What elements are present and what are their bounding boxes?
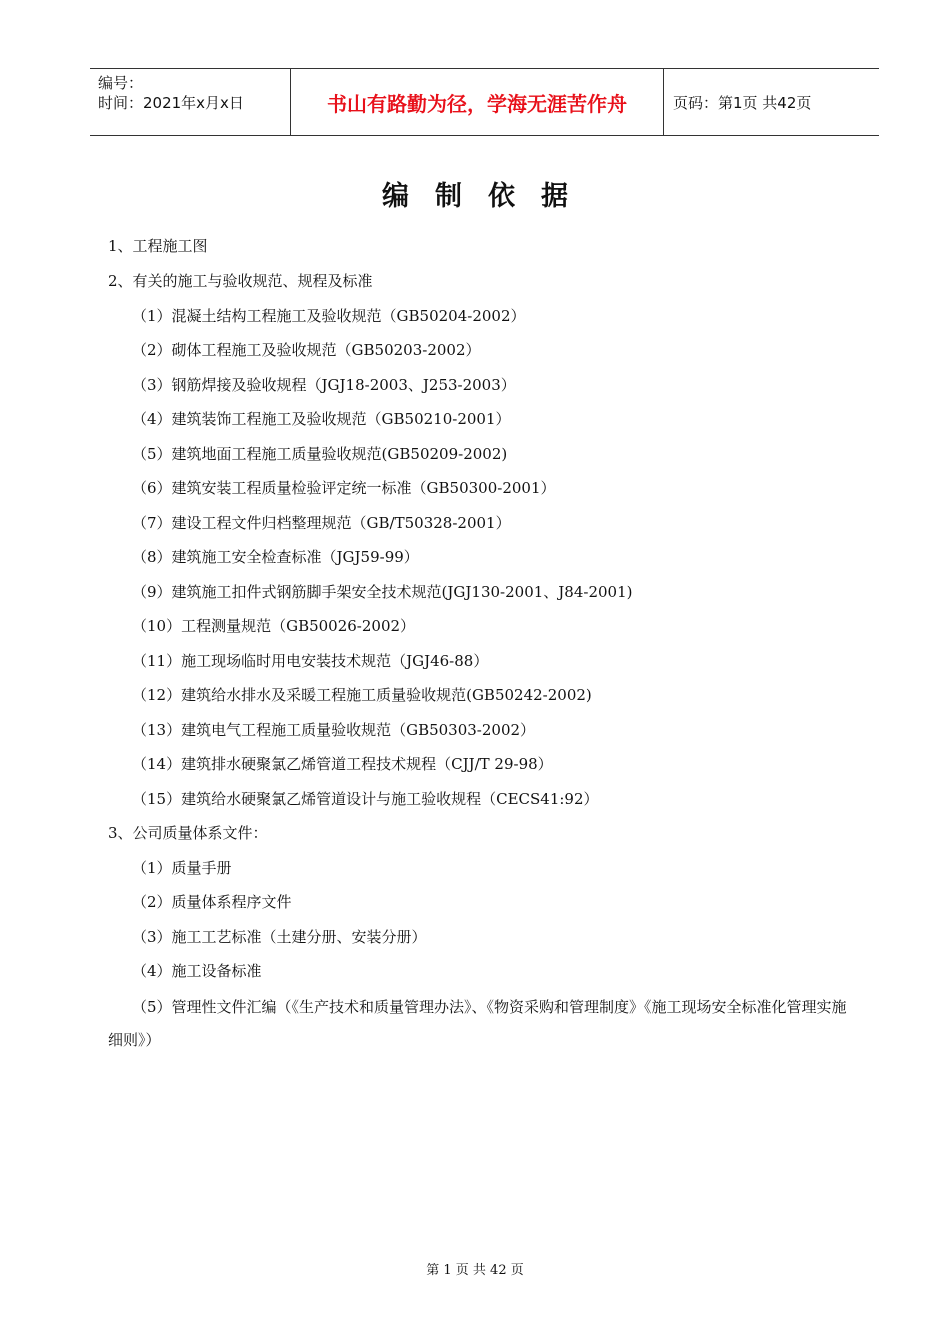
list-item: （14）建筑排水硬聚氯乙烯管道工程技术规程（CJJ/T 29-98） (132, 755, 553, 773)
list-item: （3）施工工艺标准（土建分册、安装分册） (132, 928, 427, 946)
list-item: （1）质量手册 (132, 859, 232, 877)
list-item: （13）建筑电气工程施工质量验收规范（GB50303-2002） (132, 721, 536, 739)
page-header (90, 68, 879, 136)
page-title: 编制依据 (382, 181, 594, 212)
list-item: （1）混凝土结构工程施工及验收规范（GB50204-2002） (132, 307, 526, 325)
header-slogan: 书山有路勤为径，学海无涯苦作舟 (291, 69, 664, 135)
document-number-label: 编号： (98, 74, 144, 92)
header-page-label: 页码：第1页 共42页 (673, 93, 812, 112)
list-item: （5）建筑地面工程施工质量验收规范(GB50209-2002) (132, 445, 508, 463)
list-item: （2）质量体系程序文件 (132, 893, 292, 911)
page-footer: 第 1 页 共 42 页 (426, 1263, 524, 1278)
list-item: （7）建设工程文件归档整理规范（GB/T50328-2001） (132, 514, 511, 532)
list-item: （6）建筑安装工程质量检验评定统一标准（GB50300-2001） (132, 479, 556, 497)
section-heading: 1、工程施工图 (108, 237, 208, 255)
list-item: （8）建筑施工安全检查标准（JGJ59-99） (132, 548, 419, 566)
list-item: （12）建筑给水排水及采暖工程施工质量验收规范(GB50242-2002) (132, 686, 592, 704)
list-item: （11）施工现场临时用电安装技术规范（JGJ46-88） (132, 652, 489, 670)
list-item: （4）建筑装饰工程施工及验收规范（GB50210-2001） (132, 410, 511, 428)
section-heading: 2、有关的施工与验收规范、规程及标准 (108, 272, 373, 290)
list-item: （10）工程测量规范（GB50026-2002） (132, 617, 416, 635)
list-item: （3）钢筋焊接及验收规程（JGJ18-2003、J253-2003） (132, 376, 516, 394)
list-item-wrapped: （5）管理性文件汇编（《生产技术和质量管理办法》、《物资采购和管理制度》《施工现场安全标准化管理实施细则》） (108, 998, 847, 1049)
list-item: （15）建筑给水硬聚氯乙烯管道设计与施工验收规程（CECS41:92） (132, 790, 599, 808)
list-item: （4）施工设备标准 (132, 962, 262, 980)
section-heading: 3、公司质量体系文件： (108, 824, 268, 842)
header-meta (90, 69, 291, 135)
list-item: （9）建筑施工扣件式钢筋脚手架安全技术规范(JGJ130-2001、J84-2001) (132, 583, 633, 601)
document-time-label: 时间：2021年x月x日 (98, 94, 244, 112)
list-item: （2）砌体工程施工及验收规范（GB50203-2002） (132, 341, 481, 359)
